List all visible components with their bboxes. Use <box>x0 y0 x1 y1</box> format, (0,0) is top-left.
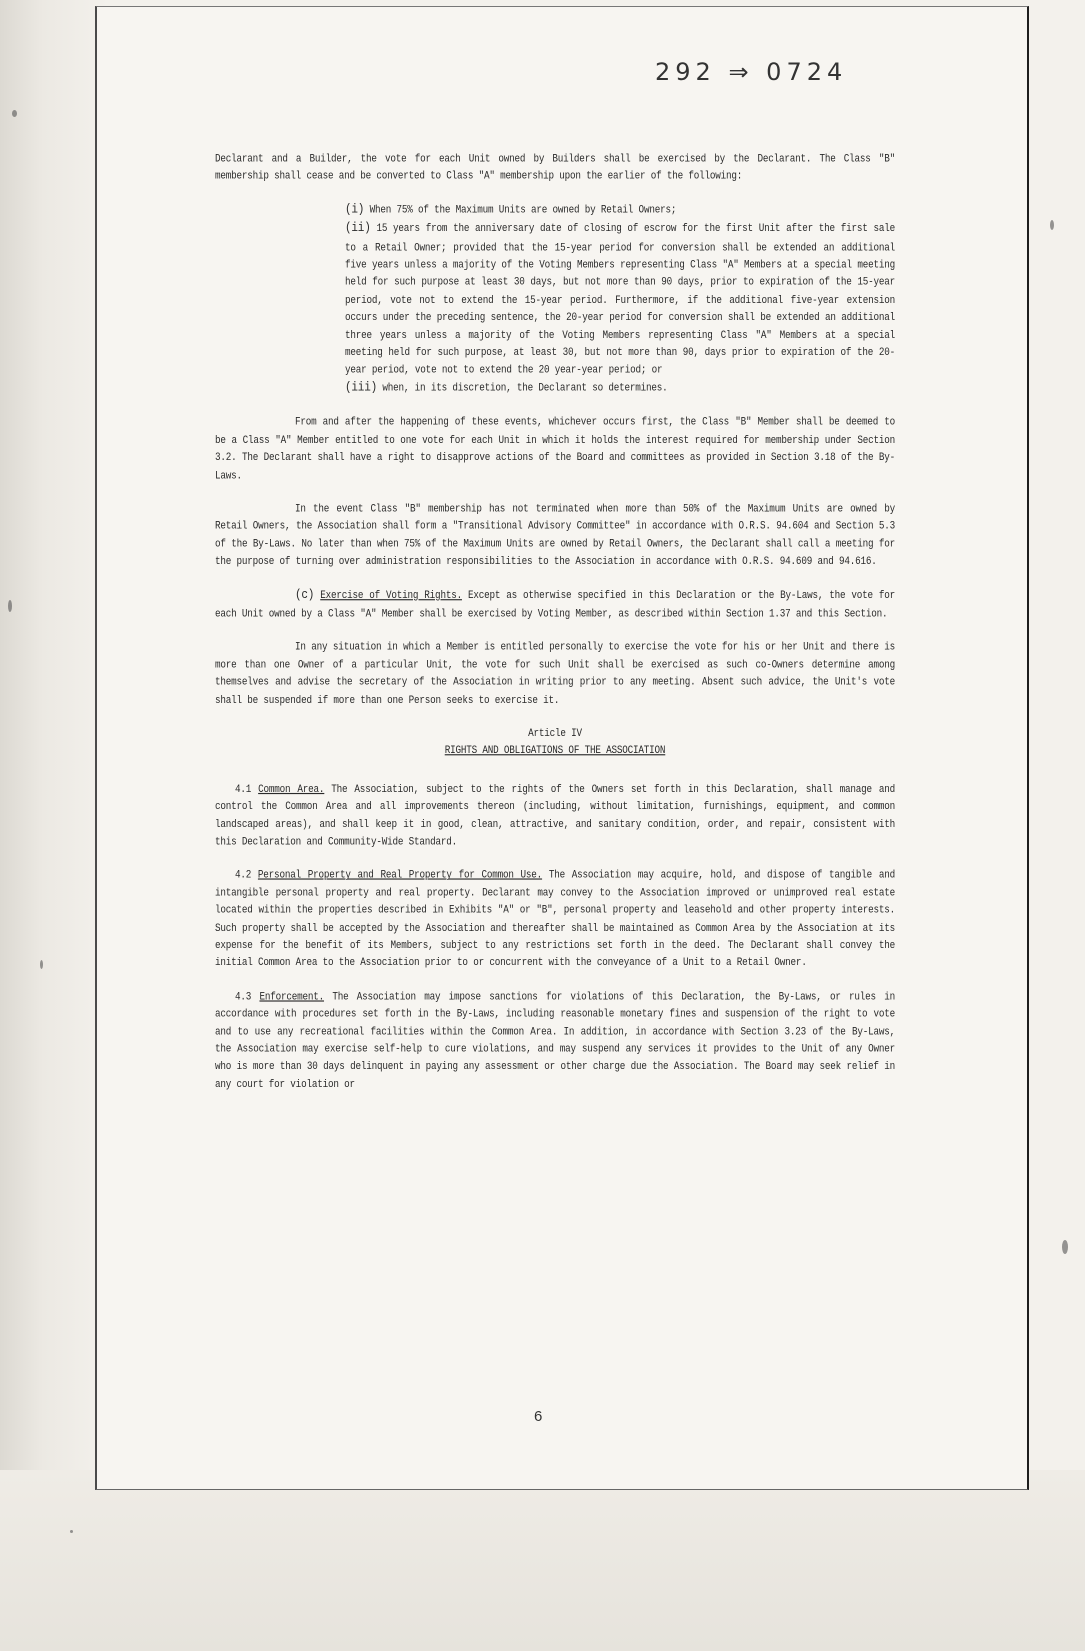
list-item <box>345 220 895 379</box>
article-title: Article IV <box>528 726 582 740</box>
section-text: The Association, subject to the rights of the Owners set forth in this Declaration, shall manage and control the Common Area and all improvements thereon (including, without limitation, furnishings, equipment, and common landscaped areas), and shall keep it in good, clean, attractive, and sanitary condition, order, and repair, consistent with this Declaration and Community-Wide Standard. <box>215 782 895 848</box>
situation-paragraph: In any situation in which a Member is entitled personally to exercise the vote for his or her Unit and there is more than one Owner of a particular Unit, the vote for such Unit shall be exercised as such co-Owners determine among themselves and advise the secretary of the Association in writing prior to any meeting. Absent such advice, the Unit's vote shall be suspended if more than one Person seeks to exercise it. <box>215 640 895 706</box>
scan-speck <box>1050 220 1054 230</box>
section-text: The Association may impose sanctions for violations of this Declaration, the By-Laws, or rules in accordance with procedures set forth in the By-Laws, including reasonable monetary fines and suspension of the right to vote and to use any recreational facilities within the Common Area. In addition, in accordance with Section 3.23 of the By-Laws, the Association may exercise self-help to cure violations, and may suspend any services it provides to the Unit of any Owner who is more than 30 days delinquent in paying any assessment or other charge due the Association. The Board may seek relief in any court for violation or <box>215 990 895 1091</box>
article-subtitle: RIGHTS AND OBLIGATIONS OF THE ASSOCIATION <box>444 744 666 757</box>
scan-speck <box>70 1530 73 1533</box>
section-label: (c) <box>295 588 315 603</box>
list-text: when, in its discretion, the Declarant so determines. <box>382 381 668 394</box>
list-label: (iii) <box>345 381 378 395</box>
list-item <box>345 201 895 220</box>
scan-speck <box>40 960 43 969</box>
intro-paragraph: Declarant and a Builder, the vote for each Unit owned by Builders shall be exercised by the Declarant. The Class "B" membership shall cease and be converted to Class "A" membership upon the earlier of the following: <box>215 152 895 183</box>
document-body <box>215 150 895 1109</box>
scan-speck <box>8 600 12 612</box>
list-label: (ii) <box>345 222 371 236</box>
section-heading: Exercise of Voting Rights. <box>320 588 462 601</box>
page-number: 6 <box>534 1408 543 1425</box>
list-text: When 75% of the Maximum Units are owned by Retail Owners; <box>369 203 677 216</box>
list-text: 15 years from the anniversary date of closing of escrow for the first Unit after the first sale to a Retail Owner; provided that the 15-year period for conversion shall be extended an additional five years unless a majority of the Voting Members representing Class "A" Members at a special meeting held for such purpose at least 30 days, but not more than 90 days, prior to expiration of the 15-year period, vote not to extend the 15-year period. Furthermore, if the additional five-year extension occurs under the preceding sentence, the 20-year period for conversion shall be extended an additional three years unless a majority of the Voting Members representing Class "A" Members at a special meeting held for such purpose, at least 30, but not more than 90, days prior to expiration of the 20-year period, vote not to extend the 20 year-year period; or <box>345 222 895 377</box>
voting-rights-paragraph <box>215 586 895 622</box>
scan-shadow-bottom <box>0 1470 1085 1651</box>
section-4-1 <box>215 780 895 850</box>
conversion-conditions-list <box>345 201 895 398</box>
section-number: 4.2 <box>235 868 252 882</box>
section-text: The Association may acquire, hold, and dispose of tangible and intangible personal property and real property. Declarant may convey to the Association improved or unimproved real estate located within the properties described in Exhibits "A" or "B", personal property and leasehold and other property interests. Such property shall be accepted by the Association and thereafter shall be maintained as Common Area by the Association at its expense for the benefit of its Members, subject to any restrictions set forth in the deed. The Declarant shall convey the initial Common Area to the Association prior to or concurrent with the conveyance of a Unit to a Retail Owner. <box>215 868 895 970</box>
section-heading: Enforcement. <box>259 990 325 1003</box>
scan-shadow-left <box>0 0 108 1651</box>
event-paragraph: In the event Class "B" membership has not terminated when more than 50% of the Maximum Units are owned by Retail Owners, the Association shall form a "Transitional Advisory Committee" in accordance with O.R.S. 94.604 and Section 5.3 of the By-Laws. No later than when 75% of the Maximum Units are owned by Retail Owners, the Declarant shall call a meeting for the purpose of turning over administration responsibilities to the Association in accordance with O.R.S. 94.609 and 94.616. <box>215 502 895 568</box>
section-text: Except as otherwise specified in this Declaration or the By-Laws, the vote for each Unit owned by a Class "A" Member shall be exercised by Voting Member, as described within Section 1.37 and this Section. <box>215 588 896 620</box>
scan-speck <box>12 110 17 117</box>
list-label: (i) <box>345 203 365 218</box>
list-item <box>345 379 895 398</box>
document-number: 292 ⇒ 0724 <box>655 58 848 86</box>
from-after-paragraph: From and after the happening of these events, whichever occurs first, the Class "B" Member shall be deemed to be a Class "A" Member entitled to one vote for each Unit in which it holds the interest required for membership under Section 3.2. The Declarant shall have a right to disapprove actions of the Board and committees as provided in Section 3.18 of the By-Laws. <box>215 415 895 482</box>
section-4-3 <box>215 988 895 1093</box>
section-heading: Common Area. <box>258 782 325 795</box>
section-number: 4.1 <box>235 782 252 795</box>
scan-speck <box>1062 1240 1068 1254</box>
section-number: 4.3 <box>235 990 252 1003</box>
section-4-2 <box>215 866 895 971</box>
section-heading: Personal Property and Real Property for Common Use. <box>257 868 543 882</box>
